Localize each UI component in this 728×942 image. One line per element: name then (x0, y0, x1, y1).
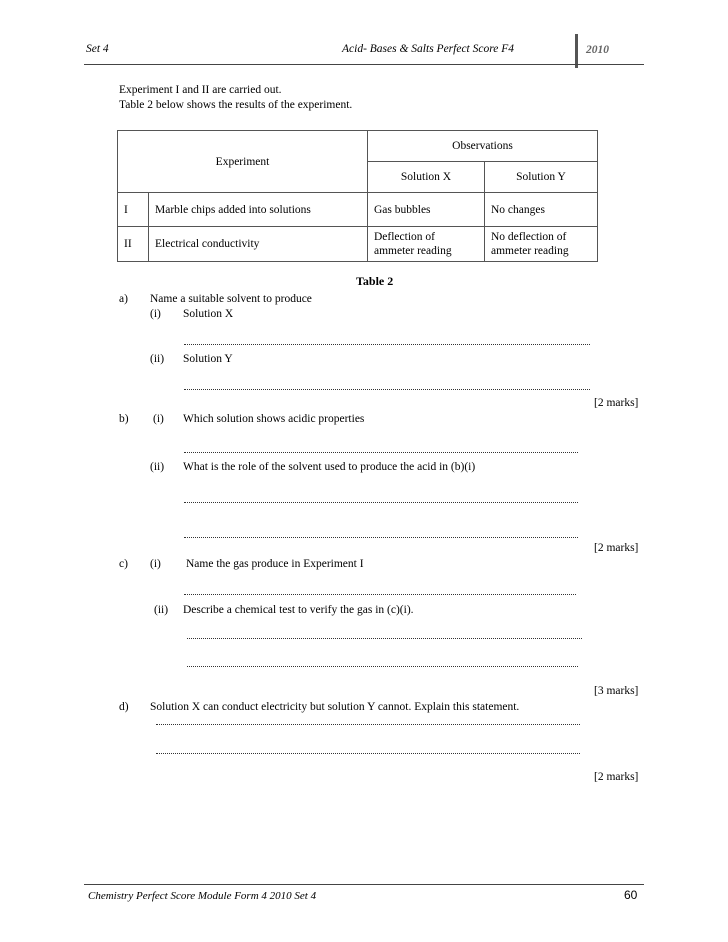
row-solution-y-line-1: No deflection of (491, 231, 567, 243)
answer-line[interactable] (184, 502, 578, 503)
answer-line[interactable] (156, 724, 580, 725)
page-number: 60 (624, 888, 638, 902)
answer-line[interactable] (184, 344, 590, 345)
question-a-i-label: (i) (150, 308, 161, 320)
question-d-label: d) (119, 701, 129, 713)
question-d-marks: [2 marks] (594, 771, 639, 783)
intro-line-1: Experiment I and II are carried out. (119, 84, 282, 96)
question-a-ii-label: (ii) (150, 353, 165, 365)
answer-line[interactable] (187, 638, 582, 639)
question-c-ii-text: Describe a chemical test to verify the gas in (c)(i). (183, 604, 414, 616)
footer-text: Chemistry Perfect Score Module Form 4 2010 Set 4 (88, 890, 317, 902)
question-b-label: b) (119, 413, 129, 425)
question-d-text: Solution X can conduct electricity but solution Y cannot. Explain this statement. (150, 701, 520, 713)
answer-line[interactable] (156, 753, 580, 754)
table-row (118, 193, 598, 227)
question-b-marks: [2 marks] (594, 542, 639, 554)
row-description: Electrical conductivity (149, 227, 368, 262)
row-solution-x-line-2: ammeter reading (374, 245, 452, 257)
question-a-label: a) (119, 293, 128, 305)
answer-line[interactable] (187, 666, 578, 667)
question-a-text: Name a suitable solvent to produce (150, 293, 312, 305)
question-b-ii-label: (ii) (150, 461, 165, 473)
header-rule (84, 64, 644, 65)
answer-line[interactable] (184, 537, 578, 538)
table-row (118, 227, 598, 262)
solution-x-header: Solution X (368, 162, 485, 193)
header-title: Acid- Bases & Salts Perfect Score F4 (342, 43, 515, 55)
header-divider (575, 34, 578, 68)
answer-line[interactable] (184, 594, 576, 595)
header-set: Set 4 (86, 43, 109, 55)
question-b-i-label: (i) (153, 413, 164, 425)
row-solution-x-line-1: Deflection of (374, 231, 435, 243)
table-caption: Table 2 (356, 274, 394, 288)
question-c-ii-label: (ii) (154, 604, 169, 616)
question-c-i-label: (i) (150, 558, 161, 570)
row-number: I (118, 193, 149, 227)
question-c-label: c) (119, 558, 128, 570)
answer-line[interactable] (184, 452, 578, 453)
question-a-i-text: Solution X (183, 308, 234, 320)
row-solution-y (485, 227, 598, 262)
question-a-ii-text: Solution Y (183, 353, 233, 365)
experiment-header: Experiment (118, 131, 368, 193)
intro-line-2: Table 2 below shows the results of the experiment. (119, 99, 353, 111)
row-solution-x (368, 227, 485, 262)
question-c-i-text: Name the gas produce in Experiment I (186, 558, 364, 570)
answer-line[interactable] (184, 389, 590, 390)
question-c-marks: [3 marks] (594, 685, 639, 697)
row-number: II (118, 227, 149, 262)
question-b-i-text: Which solution shows acidic properties (183, 413, 365, 425)
header-year: 2010 (586, 44, 609, 56)
row-solution-y-line-2: ammeter reading (491, 245, 569, 257)
row-solution-y: No changes (485, 193, 598, 227)
experiment-table (117, 130, 598, 262)
row-description: Marble chips added into solutions (149, 193, 368, 227)
question-b-ii-text: What is the role of the solvent used to produce the acid in (b)(i) (183, 461, 476, 473)
footer-rule (84, 884, 644, 885)
row-solution-x: Gas bubbles (368, 193, 485, 227)
question-a-marks: [2 marks] (594, 397, 639, 409)
observations-header: Observations (368, 131, 598, 162)
solution-y-header: Solution Y (485, 162, 598, 193)
